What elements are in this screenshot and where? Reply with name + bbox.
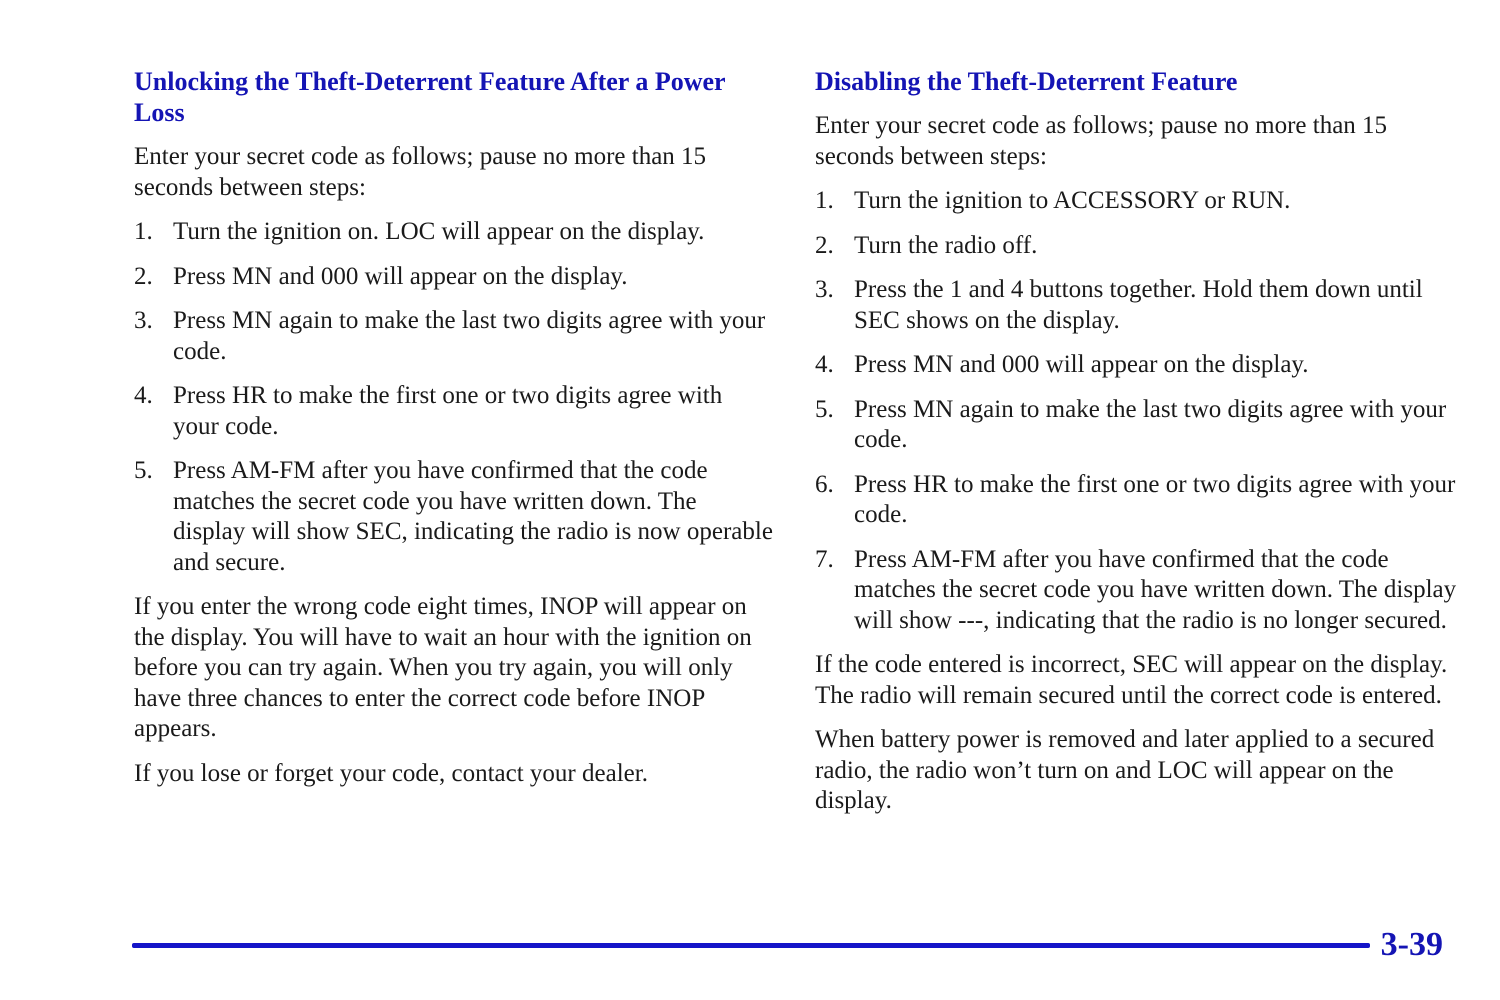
intro-paragraph: Enter your secret code as follows; pause no more than 15 seconds between steps:: [134, 143, 707, 201]
wrong-code-paragraph: If you enter the wrong code eight times, INOP will appear on the display. You will have to wait an hour with the ignition on before you can try again. When you try again, you will only have three chances to enter the correct code before INOP appears.: [134, 593, 752, 742]
incorrect-code-paragraph: If the code entered is incorrect, SEC will appear on the display. The radio will remain secured until the correct code is entered.: [815, 651, 1448, 709]
lost-code-paragraph: If you lose or forget your code, contact your dealer.: [134, 759, 648, 787]
step-number: 7.: [815, 545, 834, 573]
page-number: 3-39: [1380, 926, 1443, 963]
footer-rule: [132, 943, 1370, 948]
step-number: 2.: [815, 231, 834, 259]
step-number: 5.: [134, 457, 153, 484]
step-text: Press MN and 000 will appear on the display.: [173, 262, 628, 290]
step-text: Press MN again to make the last two digits agree with your code.: [173, 307, 766, 365]
list-item: [134, 381, 774, 442]
step-text: Turn the ignition to ACCESSORY or RUN.: [854, 187, 1291, 214]
step-text: Press HR to make the first one or two digits agree with your code.: [173, 382, 723, 440]
list-item: [134, 306, 774, 367]
steps-list: [815, 186, 1460, 636]
step-text: Press MN and 000 will appear on the display.: [854, 351, 1309, 378]
step-text: Press AM-FM after you have confirmed that the code matches the secret code you have written down. The display will show SEC, indicating the radio is now operable and secure.: [173, 457, 773, 576]
step-text: Press the 1 and 4 buttons together. Hold them down until SEC shows on the display.: [854, 276, 1423, 334]
left-column: [134, 66, 774, 803]
step-number: 3.: [134, 307, 153, 334]
list-item: [815, 470, 1460, 531]
step-number: 4.: [815, 351, 834, 378]
step-text: Press AM-FM after you have confirmed that the code matches the secret code you have written down. The display will show ---, indicating that the radio is no longer secured.: [854, 545, 1457, 634]
intro-paragraph: Enter your secret code as follows; pause no more than 15 seconds between steps:: [815, 112, 1388, 170]
list-item: [134, 217, 774, 248]
list-item: [815, 350, 1460, 381]
step-text: Press HR to make the first one or two digits agree with your code.: [854, 470, 1456, 528]
step-number: 2.: [134, 262, 153, 290]
step-text: Turn the ignition on. LOC will appear on the display.: [173, 218, 705, 245]
list-item: [815, 186, 1460, 217]
list-item: [134, 262, 774, 293]
step-text: Turn the radio off.: [854, 231, 1038, 259]
list-item: [134, 456, 774, 578]
step-number: 1.: [134, 218, 153, 245]
step-number: 3.: [815, 276, 834, 303]
step-number: 1.: [815, 187, 834, 214]
step-number: 5.: [815, 395, 834, 423]
list-item: [815, 545, 1460, 637]
section-heading-disabling: Disabling the Theft-Deterrent Feature: [815, 67, 1238, 96]
list-item: [815, 231, 1460, 262]
list-item: [815, 275, 1460, 336]
steps-list: [134, 217, 774, 578]
step-text: Press MN again to make the last two digits agree with your code.: [854, 395, 1447, 453]
battery-power-paragraph: When battery power is removed and later applied to a secured radio, the radio won’t turn on and LOC will appear on the display.: [815, 726, 1435, 814]
section-heading-unlocking: Unlocking the Theft-Deterrent Feature After a Power Loss: [134, 67, 726, 127]
right-column: [815, 66, 1460, 831]
step-number: 4.: [134, 382, 153, 409]
step-number: 6.: [815, 470, 834, 498]
list-item: [815, 395, 1460, 456]
